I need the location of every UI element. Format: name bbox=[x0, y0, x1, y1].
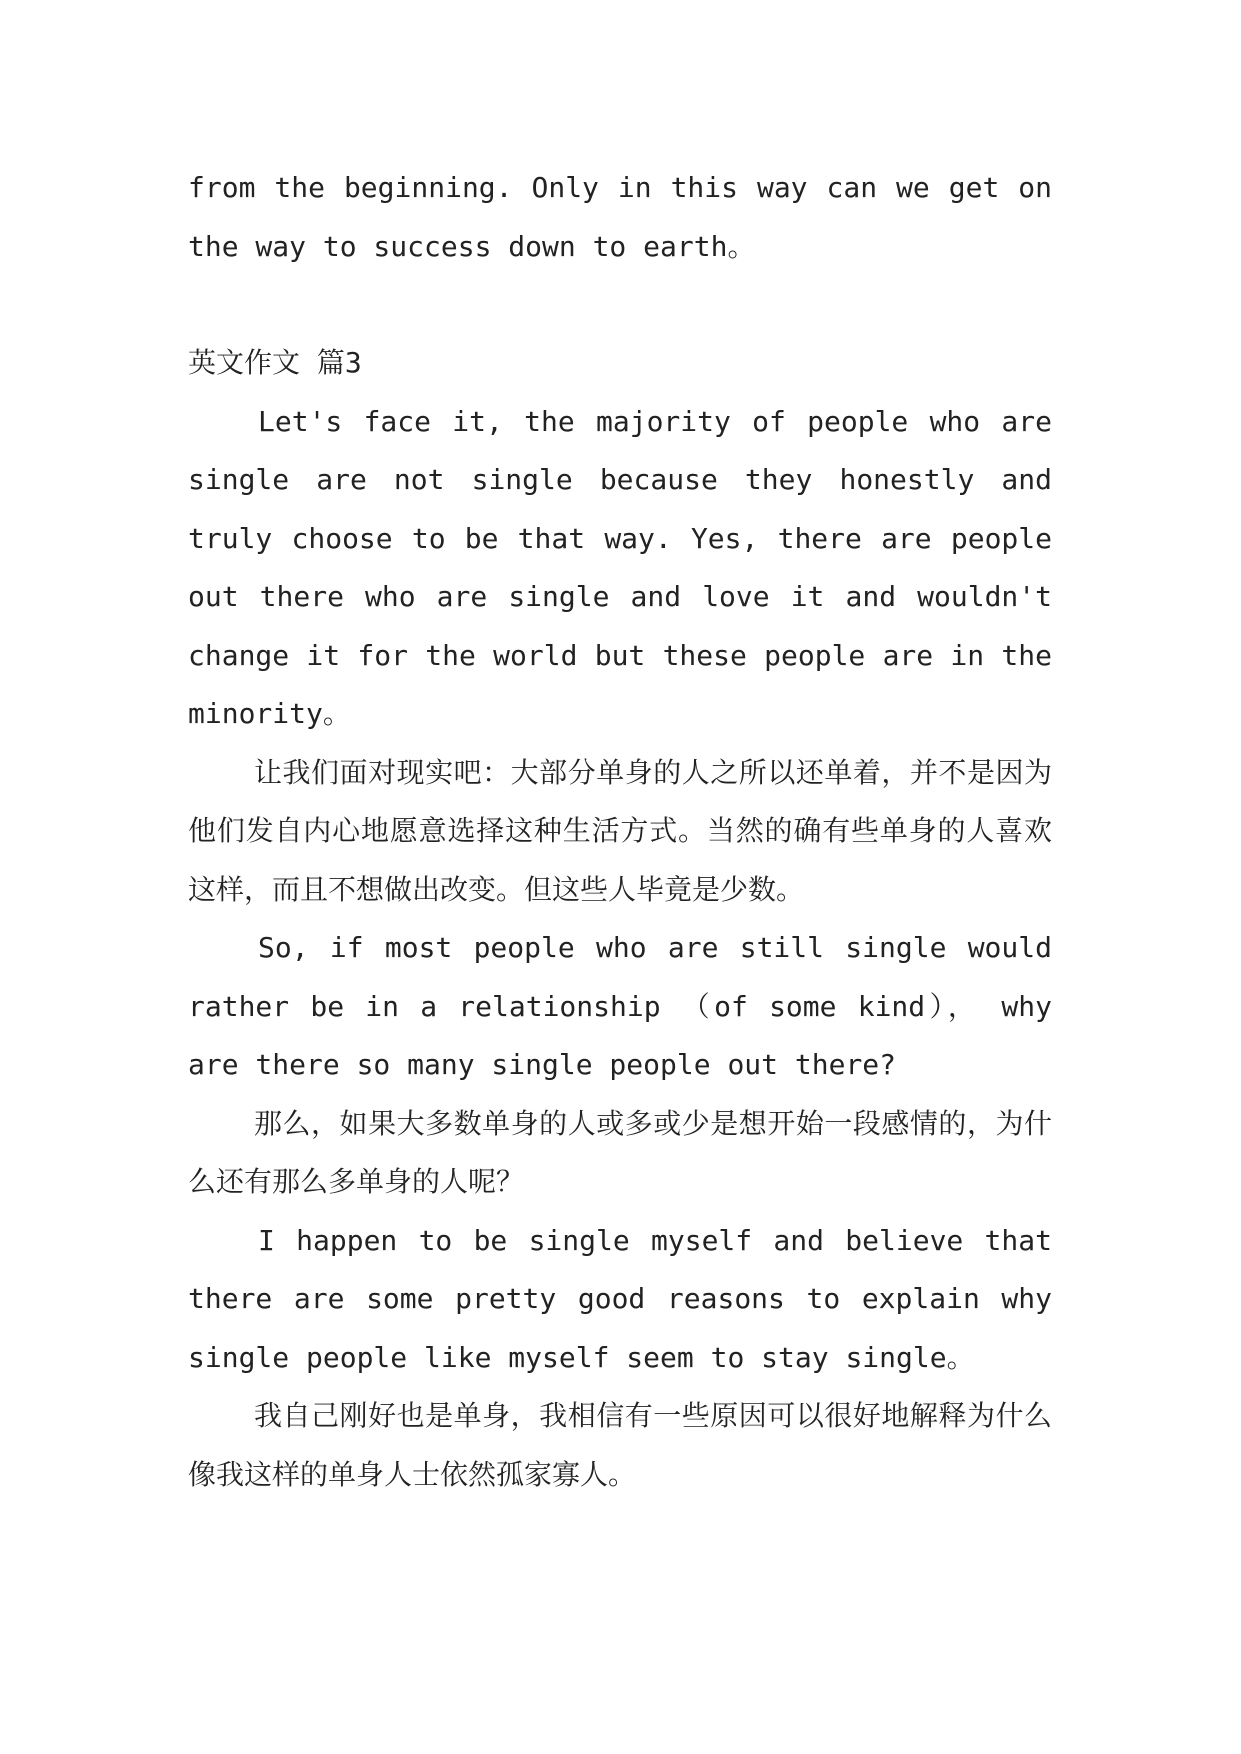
document-body bbox=[188, 159, 1052, 1504]
paragraph-chinese-2: 那么，如果大多数单身的人或多或少是想开始一段感情的，为什么还有那么多单身的人呢？ bbox=[188, 1106, 1052, 1198]
section-heading: 英文作文 篇3 bbox=[188, 346, 362, 379]
paragraph-english-3: I happen to be single myself and believe that there are some pretty good reasons to explain why single people like myself seem to stay single。 bbox=[188, 1223, 1052, 1374]
paragraph-chinese-1: 让我们面对现实吧：大部分单身的人之所以还单着，并不是因为他们发自内心地愿意选择这种生活方式。当然的确有些单身的人喜欢这样，而且不想做出改变。但这些人毕竟是少数。 bbox=[188, 755, 1052, 906]
paragraph-chinese-3: 我自己刚好也是单身，我相信有一些原因可以很好地解释为什么像我这样的单身人士依然孤家寡人。 bbox=[188, 1399, 1052, 1491]
paragraph-english-2: So, if most people who are still single would rather be in a relationship （of some kind）， why are there so many single people out there? bbox=[188, 931, 1052, 1081]
paragraph-continuation: from the beginning. Only in this way can we get on the way to success down to earth。 bbox=[188, 171, 1052, 263]
paragraph-english-1: Let's face it, the majority of people who are single are not single because they honestly and truly choose to be that way. Yes, there are people out there who are single and love it and wouldn't change it for the world but these people are in the minority。 bbox=[188, 404, 1052, 730]
